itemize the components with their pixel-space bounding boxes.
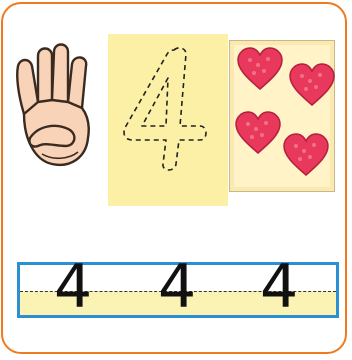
practice-digit: 4: [260, 252, 299, 322]
writing-practice-strip: [17, 252, 339, 322]
practice-digit: 4: [158, 252, 197, 322]
heart-icon: [234, 111, 282, 155]
worksheet-card: [1, 2, 347, 354]
hand-four-fingers-icon: [8, 42, 108, 170]
hearts-picture: [229, 40, 335, 192]
practice-digit: 4: [54, 252, 93, 322]
heart-icon: [288, 63, 336, 107]
dashed-four-icon: [108, 34, 228, 206]
trace-number-panel: [108, 34, 228, 206]
heart-icon: [282, 133, 330, 177]
heart-icon: [236, 47, 284, 91]
